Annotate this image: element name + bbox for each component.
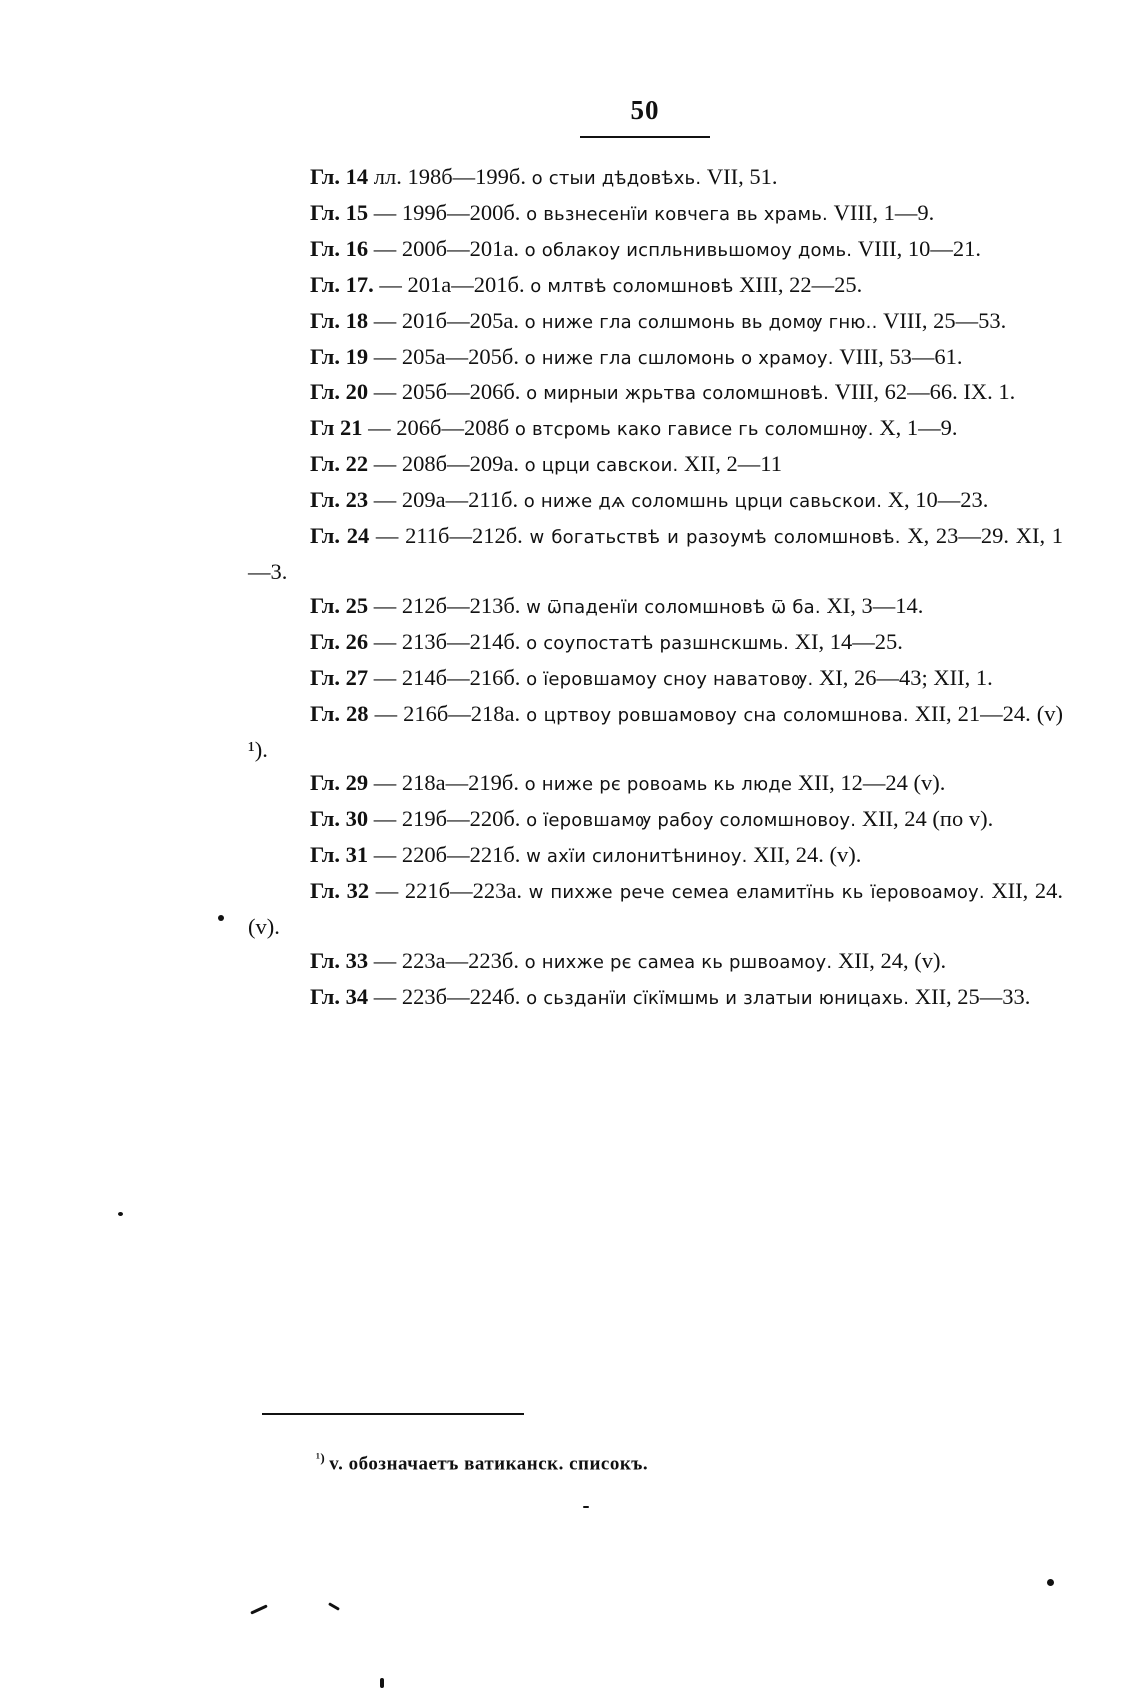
chapter-title: о црци савскои. [524,455,679,477]
bible-reference: XII, 24 (по v). [861,806,994,832]
chapter-title: w ѿпаденїи соломшновѣ ѿ ба. [526,596,821,618]
bible-reference: X, 10—23. [887,487,989,513]
footnote-rule [262,1413,524,1415]
folio-range: — 201а—201б. [379,271,525,297]
footnote [316,1450,1016,1475]
bible-reference: VIII, 53—61. [839,343,963,369]
chapter-entry [248,697,1063,767]
chapter-entry [248,519,1063,589]
chapter-title: о сьзданїи сїкїмшмь и златыи юницахь. [526,987,910,1009]
chapter-entry [248,232,1063,268]
chapter-title: о нихже рє самеа кь ршвоамоу. [524,951,833,973]
chapter-title: о облакоу испльнивьшомоу домь. [524,239,853,261]
chapter-number: Гл. 14 [310,164,369,189]
page-number: 50 [630,95,660,125]
chapter-number: Гл. 22 [310,451,369,477]
chapter-number: Гл. 19 [310,343,369,369]
chapter-number: Гл. 25 [310,592,369,618]
chapter-title: о мирныи жрьтва соломшновѣ. [526,383,830,405]
chapter-entry [248,980,1063,1016]
chapter-entry [248,802,1063,838]
print-speck [328,1602,340,1611]
print-speck [1047,1579,1054,1586]
chapter-title: о ниже гла солшмонь вь домѹ гню.. [524,311,878,333]
chapter-entry [248,589,1063,625]
chapter-entry [248,874,1063,944]
folio-range: — 201б—205а. [373,307,519,333]
bible-reference: VIII, 1—9. [833,199,935,225]
chapter-number: Гл. 16 [310,235,369,261]
print-speck [380,1678,384,1688]
print-speck [583,1506,589,1508]
chapter-number: Гл. 27 [310,664,369,690]
chapter-number: Гл. 20 [310,379,369,405]
folio-range: — 208б—209а. [373,451,519,477]
folio-range: — 220б—221б. [373,842,521,868]
folio-range: — 223а—223б. [373,947,519,973]
print-speck [250,1604,268,1614]
folio-range: — 221б—223а. [375,878,522,904]
chapter-number: Гл. 23 [310,487,369,513]
chapter-list [248,160,1063,1016]
chapter-entry [248,944,1063,980]
folio-range: — 218а—219б. [373,770,519,796]
chapter-entry [248,375,1063,411]
chapter-entry [248,160,1063,196]
chapter-number: Гл. 33 [310,947,369,973]
chapter-entry [248,838,1063,874]
folio-range: — 205б—206б. [373,379,521,405]
chapter-title: о втсромь како гависе гь соломшнѹ. [514,419,874,441]
chapter-entry [248,268,1063,304]
chapter-title: о млтвѣ соломшновѣ [530,275,734,297]
chapter-title: w ахїи силонитѣниноу. [526,846,748,868]
bible-reference: XI, 14—25. [794,628,903,654]
folio-range: — 209а—211б. [373,487,519,513]
folio-range: — 216б—218а. [374,700,521,726]
bible-reference: VIII, 62—66. IX. 1. [834,379,1016,405]
bible-reference: X, 23—29. XI, 1—3. [248,523,1063,584]
chapter-title: о стыи дѣдовѣхь. [531,168,702,189]
bible-reference: VIII, 10—21. [857,235,981,261]
bible-reference: X, 1—9. [879,415,958,441]
folio-range: лл. 198б—199б. [373,164,527,189]
chapter-title: о ниже рє ровоамь кь люде [524,774,793,796]
bible-reference: XIII, 22—25. [739,271,863,297]
folio-range: — 213б—214б. [373,628,521,654]
chapter-entry [248,447,1063,483]
chapter-title: о ниже дѧ соломшнь црци савьскои. [523,491,883,513]
bible-reference: XII, 12—24 (v). [797,770,946,796]
folio-range: — 211б—212б. [375,523,523,549]
chapter-number: Гл. 29 [310,770,369,796]
chapter-title: о цртвоу ровшамовоу сна соломшнова. [526,704,909,726]
chapter-number: Гл. 30 [310,806,369,832]
bible-reference: VIII, 25—53. [883,307,1007,333]
bible-reference: XII, 2—11 [684,451,782,477]
chapter-number: Гл 21 [310,415,363,441]
print-speck [118,1212,123,1216]
page-number-rule [580,136,710,138]
chapter-title: о їеровшамѹ рабоу соломшновоу. [526,810,857,832]
folio-range: — 223б—224б. [373,983,521,1009]
chapter-number: Гл. 31 [310,842,369,868]
chapter-entry [248,661,1063,697]
bible-reference: XII, 24. (v). [753,842,862,868]
chapter-title: w богатьствѣ и разоумѣ соломшновѣ. [529,527,901,549]
bible-reference: XII, 25—33. [914,983,1031,1009]
folio-range: — 212б—213б. [373,592,521,618]
folio-range: — 199б—200б. [373,199,521,225]
chapter-number: Гл. 17. [310,271,374,297]
print-speck [218,915,224,921]
footnote-text: v. обозначаетъ ватиканск. списокъ. [329,1453,649,1475]
chapter-entry [248,483,1063,519]
chapter-title: w пихже рече семеа еламитїнь кь їеровоамоу. [528,882,985,904]
chapter-entry [248,625,1063,661]
chapter-title: о ниже гла сшломонь о храмоу. [524,347,834,369]
chapter-entry [248,766,1063,802]
bible-reference: XII, 24. (v). [248,878,1064,940]
chapter-number: Гл. 24 [310,523,370,549]
chapter-number: Гл. 26 [310,628,369,654]
chapter-entry [248,304,1063,340]
chapter-title: о вьзнесенїи ковчега вь храмь. [526,203,828,225]
folio-range: — 206б—208б [368,415,510,441]
footnote-mark: ¹) [316,1450,326,1465]
chapter-number: Гл. 32 [310,878,370,904]
folio-range: — 219б—220б. [373,806,521,832]
bible-reference: XI, 26—43; XII, 1. [819,664,993,690]
bible-reference: XII, 24, (v). [837,947,947,973]
folio-range: — 200б—201а. [373,235,519,261]
chapter-number: Гл. 34 [310,983,369,1009]
folio-range: — 214б—216б. [373,664,521,690]
folio-range: — 205а—205б. [373,343,519,369]
chapter-entry [248,411,1063,447]
bible-reference: VII, 51. [706,164,778,189]
bible-reference: XII, 21—24. (v) ¹). [248,700,1064,762]
chapter-number: Гл. 15 [310,199,369,225]
chapter-title: о їеровшамоу сноу наватовѹ. [526,668,814,690]
chapter-entry [248,196,1063,232]
chapter-entry [248,340,1063,376]
chapter-title: о соупостатѣ разшнскшмь. [526,632,790,654]
chapter-number: Гл. 28 [310,700,369,726]
bible-reference: XI, 3—14. [826,592,924,618]
chapter-number: Гл. 18 [310,307,369,333]
